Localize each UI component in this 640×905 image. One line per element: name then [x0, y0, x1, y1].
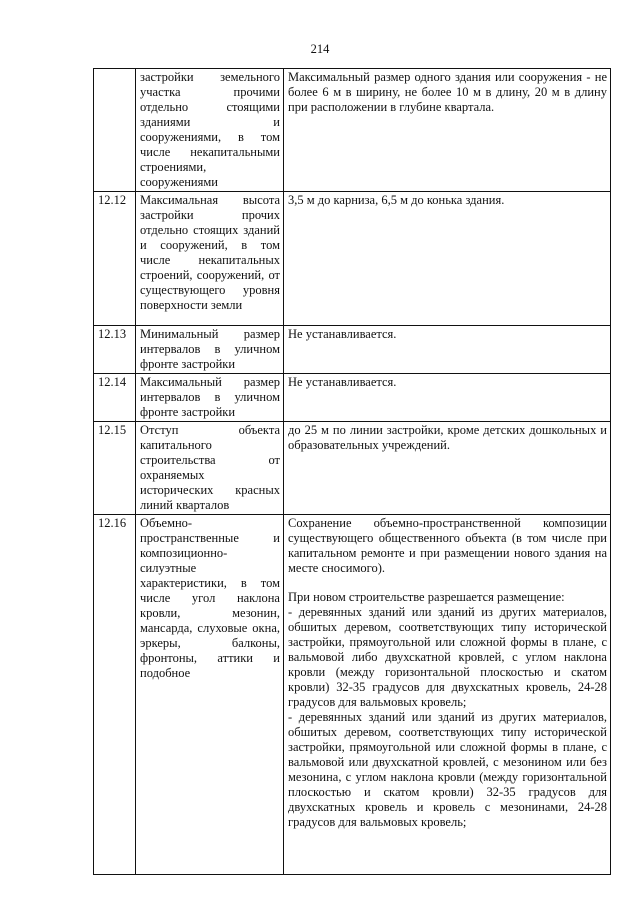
table-row [94, 374, 611, 422]
row-number: 12.14 [94, 374, 136, 422]
row-number: 12.16 [94, 515, 136, 875]
value-paragraph: Не устанавливается. [288, 327, 397, 341]
parameter-name: Объемно-пространственные и композиционно-силуэтные характеристики, в том числе угол наклона кровли, мезонин, мансарда, слуховые окна, эркеры, балконы, фронтоны, аттики и подобное [136, 515, 284, 875]
table-row [94, 192, 611, 326]
parameter-value [284, 192, 611, 326]
parameter-name: Максимальная высота застройки прочих отдельно стоящих зданий и сооружений, в том числе некапитальных строений, сооружений, от существующего уровня поверхности земли [136, 192, 284, 326]
parameter-value [284, 326, 611, 374]
regulations-table [93, 68, 611, 875]
parameter-name: Максимальный размер интервалов в уличном фронте застройки [136, 374, 284, 422]
row-number [94, 69, 136, 192]
parameter-value [284, 374, 611, 422]
value-list-item: - деревянных зданий или зданий из других материалов, обшитых деревом, соответствующих типу исторической застройки, прямоугольной или сложной формы в плане, с вальмовой или двухскатной кровлей, с мезонином или без мезонина, с углом наклона кровли (между горизонтальной плоскостью и скатом кровли) 32-35 градусов для двухскатных кровель и кровель с мезонинами, 24-28 градусов для вальмовых кровель; [288, 710, 607, 829]
value-paragraph: 3,5 м до карниза, 6,5 м до конька здания. [288, 193, 505, 207]
row-number: 12.15 [94, 422, 136, 515]
row-number: 12.12 [94, 192, 136, 326]
parameter-value [284, 69, 611, 192]
parameter-value [284, 422, 611, 515]
page-number: 214 [310, 42, 330, 56]
table-row [94, 422, 611, 515]
value-paragraph: При новом строительстве разрешается размещение: [288, 590, 565, 604]
parameter-name: застройки земельного участка прочими отдельно стоящими зданиями и сооружениями, в том числе некапитальными строениями, сооружениями [136, 69, 284, 192]
value-paragraph: до 25 м по линии застройки, кроме детских дошкольных и образовательных учреждений. [288, 423, 607, 452]
parameter-name: Минимальный размер интервалов в уличном фронте застройки [136, 326, 284, 374]
value-paragraph: Не устанавливается. [288, 375, 397, 389]
table-row [94, 69, 611, 192]
table-row [94, 515, 611, 875]
table-row [94, 326, 611, 374]
parameter-value [284, 515, 611, 875]
row-number: 12.13 [94, 326, 136, 374]
value-paragraph: Максимальный размер одного здания или сооружения - не более 6 м в ширину, не более 10 м в длину, 20 м в длину при расположении в глубине квартала. [288, 70, 607, 114]
value-list-item: - деревянных зданий или зданий из других материалов, обшитых деревом, соответствующих типу исторической застройки, прямоугольной или сложной формы в плане, с вальмовой либо двухскатной кровлей, с углом наклона кровли (между горизонтальной плоскостью и скатом кровли) 32-35 градусов для двухскатных кровель, 24-28 градусов для вальмовых кровель; [288, 605, 607, 709]
parameter-name: Отступ объекта капитального строительства от охраняемых исторических красных линий кварталов [136, 422, 284, 515]
value-paragraph: Сохранение объемно-пространственной композиции существующего общественного объекта (в том числе при капитальном ремонте и при размещении нового здания на месте сносимого). [288, 516, 607, 575]
